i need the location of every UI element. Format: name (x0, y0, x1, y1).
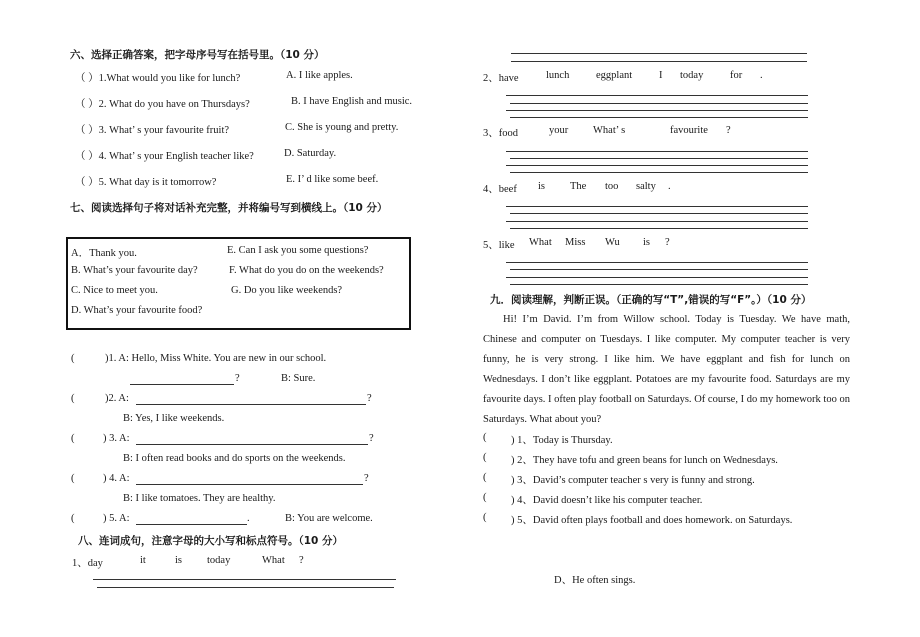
dialog-4-b: B: I like tomatoes. They are healthy. (123, 493, 276, 504)
s8-q5-word: ? (665, 237, 670, 248)
s8-q3-answer-line[interactable] (506, 165, 808, 166)
s8-q1-word: it (140, 555, 146, 566)
s6-answer-a: A. I like apples. (286, 70, 353, 81)
tf-statement-5: ) 5、David often plays football and does homework. on Saturdays. (511, 515, 793, 526)
tf-statement-1: ) 1、Today is Thursday. (511, 435, 613, 446)
dialog-1-qmark: ? (235, 373, 240, 384)
s8-q5-word: What (529, 237, 552, 248)
s8-q4-answer-line[interactable] (510, 228, 808, 229)
tf-statement-2: ) 2、They have tofu and green beans for lunch on Wednesdays. (511, 455, 778, 466)
dialog-1-a: )1. A: Hello, Miss White. You are new in our school. (105, 353, 327, 364)
s8-q5-word: Miss (565, 237, 586, 248)
s8-q4-answer-line[interactable] (506, 206, 808, 207)
section-7-title: 七、阅读选择句子将对话补充完整，并将编号写到横线上。（10 分） (70, 202, 388, 214)
s8-q3-word: What’ s (593, 125, 626, 136)
option-e: E. Can I ask you some questions? (227, 245, 369, 256)
s8-q2-word: for (730, 70, 743, 81)
dialog-4-paren: ( (71, 473, 75, 484)
dialog-4-a: ) 4. A: (103, 473, 130, 484)
s6-question-1: （ ）1.What would you like for lunch? (75, 73, 241, 84)
s8-q3-answer-line[interactable] (510, 172, 808, 173)
tf-paren[interactable]: ( (483, 472, 487, 483)
dialog-5-blank[interactable] (136, 524, 247, 525)
dialog-2-qmark: ? (367, 393, 372, 404)
dialog-5-dot: . (247, 513, 250, 524)
s8-q2-word: eggplant (596, 70, 633, 81)
dialog-3-b: B: I often read books and do sports on the weekends. (123, 453, 346, 464)
section-6-title: 六、选择正确答案，把字母序号写在括号里。（10 分） (70, 49, 325, 61)
section-8-title: 八、连词成句，注意字母的大小写和标点符号。（10 分） (78, 535, 344, 547)
s6-question-2: （ ）2. What do you have on Thursdays? (75, 99, 250, 110)
s8-q3-word: favourite (670, 125, 708, 136)
s8-q5-word: 5、like (483, 240, 515, 251)
s8-q5-answer-line[interactable] (510, 284, 808, 285)
tf-statement-4: ) 4、David doesn’t like his computer teacher. (511, 495, 703, 506)
s8-q5-word: is (643, 237, 651, 248)
s8-q1-word: ? (299, 555, 304, 566)
s6-answer-d: D. Saturday. (284, 148, 337, 159)
s8-q1-word: What (262, 555, 285, 566)
s8-q3-word: ? (726, 125, 731, 136)
option-a: A．Thank you. (71, 248, 137, 259)
s8-q4-word: is (538, 181, 546, 192)
dialog-2-a: )2. A: (105, 393, 129, 404)
dialog-5-a: ) 5. A: (103, 513, 130, 524)
s8-q4-word: salty (636, 181, 656, 192)
s8-q4-answer-line[interactable] (510, 213, 808, 214)
dialog-3-a: ) 3. A: (103, 433, 130, 444)
option-g: G. Do you like weekends? (231, 285, 343, 296)
dialog-2-b: B: Yes, I like weekends. (123, 413, 225, 424)
s6-answer-b: B. I have English and music. (291, 96, 413, 107)
s8-q2-word: 2、have (483, 73, 519, 84)
s8-q5-answer-line[interactable] (506, 277, 808, 278)
s8-q2-word: . (760, 70, 763, 81)
dialog-3-paren: ( (71, 433, 75, 444)
tf-statement-3: ) 3、David’s computer teacher s very is funny and strong. (511, 475, 755, 486)
dialog-3-blank[interactable] (136, 444, 368, 445)
dialog-3-qmark: ? (369, 433, 374, 444)
dialog-1-paren: ( (71, 353, 75, 364)
s8-q2-answer-line[interactable] (510, 117, 808, 118)
s8-q4-word: The (570, 181, 587, 192)
s8-answer-line[interactable] (511, 61, 807, 62)
s8-q4-word: 4、beef (483, 184, 517, 195)
s8-q2-answer-line[interactable] (510, 103, 808, 104)
s6-question-3: （ ）3. What’ s your favourite fruit? (75, 125, 230, 136)
s8-q4-word: too (605, 181, 619, 192)
dialog-1-b: B: Sure. (281, 373, 316, 384)
dialog-4-blank[interactable] (136, 484, 363, 485)
s8-q5-word: Wu (605, 237, 620, 248)
section-9-title: 九．阅读理解，判断正误。（正确的写“T”,错误的写“F”。）（10 分） (490, 294, 812, 306)
s8-q2-answer-line[interactable] (506, 110, 808, 111)
tf-paren[interactable]: ( (483, 512, 487, 523)
s6-answer-e: E. I’ d like some beef. (286, 174, 379, 185)
s6-answer-c: C. She is young and pretty. (285, 122, 399, 133)
s8-q5-answer-line[interactable] (510, 269, 808, 270)
s8-q3-word: 3、food (483, 128, 518, 139)
dialog-5-b: B: You are welcome. (285, 513, 373, 524)
s8-answer-line[interactable] (511, 53, 807, 54)
s8-q1-word: 1、day (72, 558, 103, 569)
option-b: B. What’s your favourite day? (71, 265, 198, 276)
s8-q2-word: lunch (546, 70, 570, 81)
s6-question-5: （ ）5. What day is it tomorrow? (75, 177, 217, 188)
s8-q3-word: your (549, 125, 569, 136)
dialog-4-qmark: ? (364, 473, 369, 484)
dialog-1-blank[interactable] (130, 384, 234, 385)
reading-passage: Hi! I’m David. I’m from Willow school. Today is Tuesday. We have math, Chinese and computer on Tuesdays. I like computer. My computer teacher is very funny, he is very strong. I like him. We have eggplant and fish for lunch on Wednesdays. I don’t like eggplant. Potatoes are my favourite food. Saturdays are my favourite days. I often play football on Saturdays. Of course, I do my homework too on Saturdays. What about you? (483, 314, 850, 425)
s8-q5-answer-line[interactable] (506, 262, 808, 263)
s8-q2-answer-line[interactable] (506, 95, 808, 96)
s8-q3-answer-line[interactable] (510, 158, 808, 159)
s8-q1-answer-line[interactable] (93, 579, 396, 580)
dialog-2-blank[interactable] (136, 404, 366, 405)
s8-q1-word: today (207, 555, 231, 566)
tf-paren[interactable]: ( (483, 432, 487, 443)
s8-q2-word: I (659, 70, 663, 81)
s8-q4-word: . (668, 181, 671, 192)
tf-paren[interactable]: ( (483, 492, 487, 503)
s8-q4-answer-line[interactable] (506, 221, 808, 222)
tf-paren[interactable]: ( (483, 452, 487, 463)
s8-q1-word: is (175, 555, 183, 566)
s8-q1-answer-line[interactable] (97, 587, 394, 588)
s8-q3-answer-line[interactable] (506, 151, 808, 152)
s6-question-4: （ ）4. What’ s your English teacher like? (75, 151, 254, 162)
option-c: C. Nice to meet you. (71, 285, 158, 296)
stray-option-d: D、He often sings. (554, 575, 636, 586)
dialog-2-paren: ( (71, 393, 75, 404)
option-d: D. What’s your favourite food? (71, 305, 203, 316)
dialog-5-paren: ( (71, 513, 75, 524)
s8-q2-word: today (680, 70, 704, 81)
option-f: F. What do you do on the weekends? (229, 265, 384, 276)
